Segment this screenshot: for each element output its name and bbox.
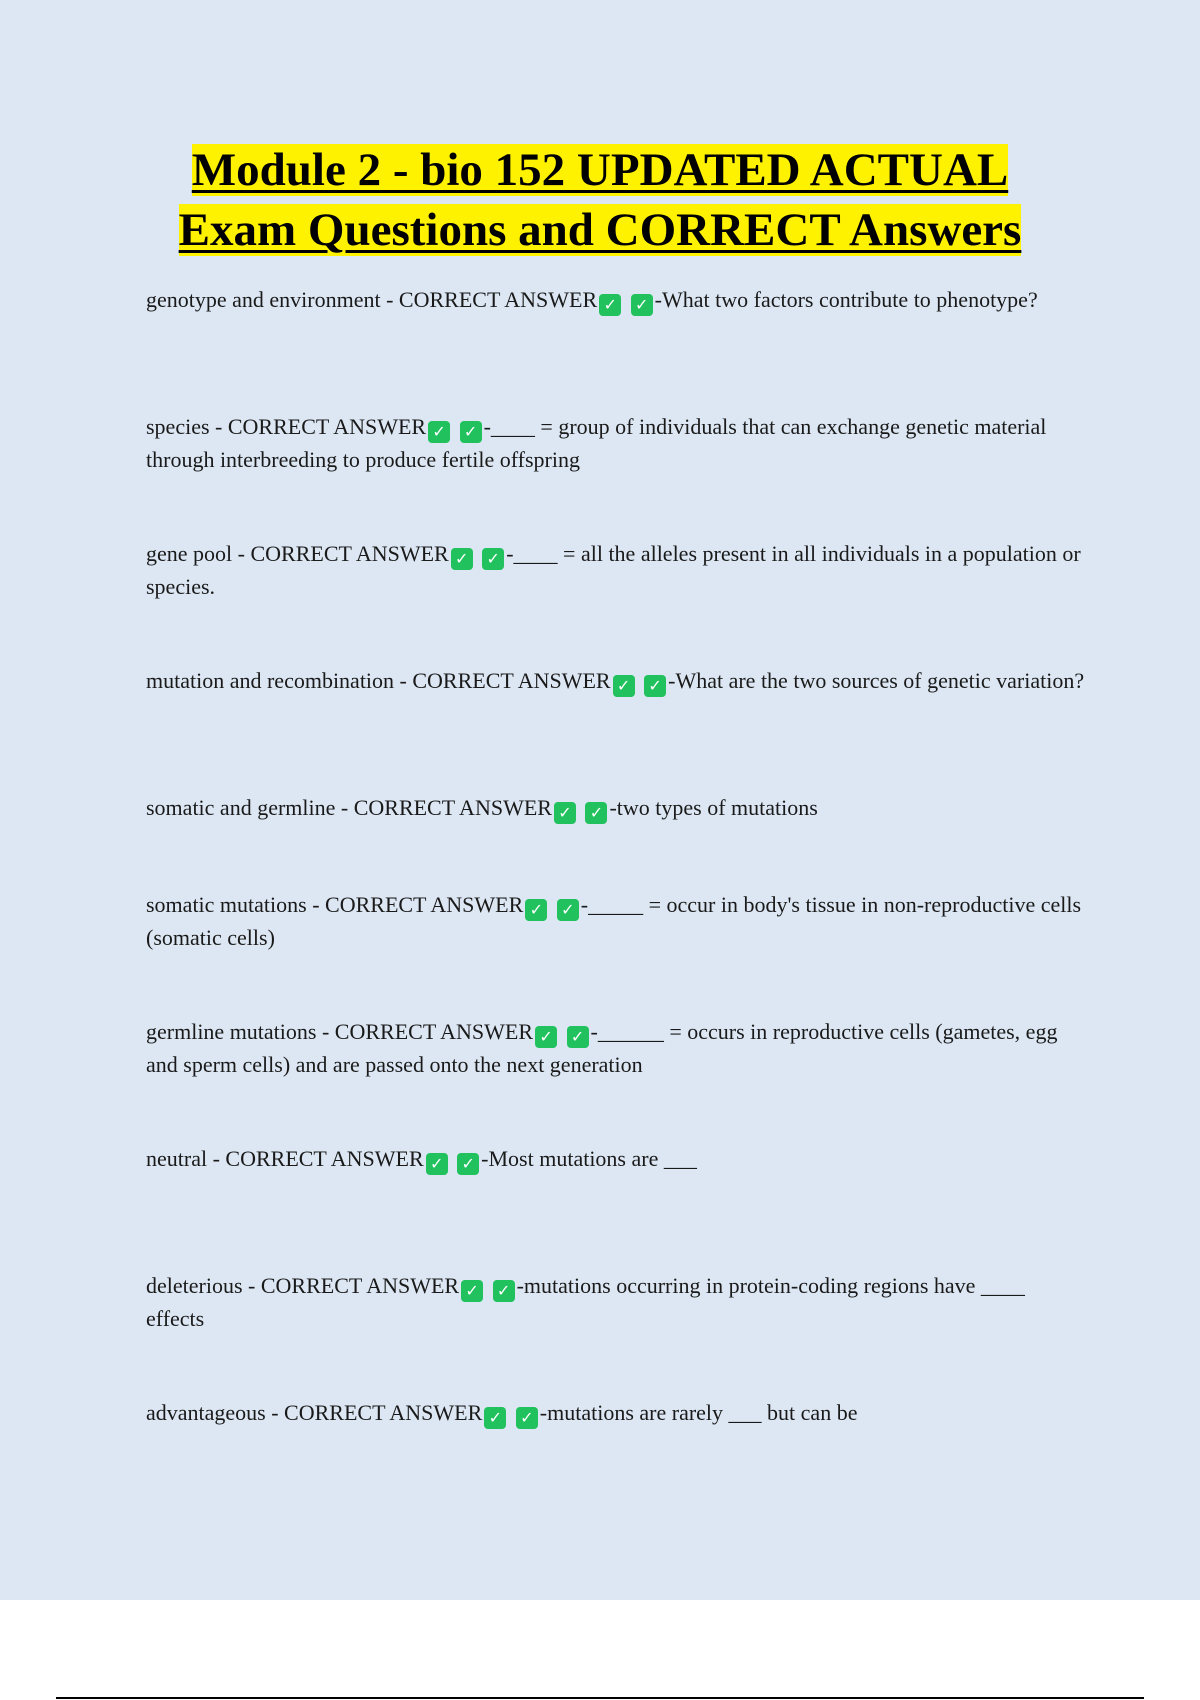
check-icon: ✓ [451, 548, 473, 570]
check-icon: ✓ [631, 294, 653, 316]
answer-text: genotype and environment - CORRECT ANSWER [146, 287, 598, 312]
qa-entry [146, 791, 1086, 888]
qa-entry [146, 1015, 1086, 1142]
check-icon: ✓ [585, 802, 607, 824]
check-icon: ✓ [613, 675, 635, 697]
qa-entry [146, 537, 1086, 664]
question-text: -What two factors contribute to phenotype? [654, 287, 1038, 312]
footer-rule [56, 1697, 1144, 1699]
check-icon: ✓ [599, 294, 621, 316]
question-text: -mutations are rarely ___ but can be [539, 1400, 858, 1425]
qa-entry [146, 1396, 1086, 1523]
check-icon: ✓ [557, 899, 579, 921]
question-text: -mutations occurring in protein-coding regions have ____ effects [146, 1273, 1025, 1331]
answer-text: neutral - CORRECT ANSWER [146, 1146, 424, 1171]
qa-entry [146, 410, 1086, 537]
check-icon: ✓ [644, 675, 666, 697]
answer-text: germline mutations - CORRECT ANSWER [146, 1019, 534, 1044]
answer-text: gene pool - CORRECT ANSWER [146, 541, 449, 566]
question-text: -____ = all the alleles present in all individuals in a population or species. [146, 541, 1081, 599]
title-line-2: Exam Questions and CORRECT Answers [178, 204, 1022, 256]
answer-text: mutation and recombination - CORRECT ANSWER [146, 668, 611, 693]
answer-text: somatic and germline - CORRECT ANSWER [146, 795, 552, 820]
document-title [0, 140, 1200, 260]
check-icon: ✓ [457, 1153, 479, 1175]
check-icon: ✓ [535, 1026, 557, 1048]
check-icon: ✓ [525, 899, 547, 921]
qa-entry [146, 283, 1086, 410]
check-icon: ✓ [554, 802, 576, 824]
check-icon: ✓ [461, 1280, 483, 1302]
qa-list [146, 283, 1086, 1523]
qa-entry [146, 664, 1086, 791]
question-text: -Most mutations are ___ [481, 1146, 697, 1171]
check-icon: ✓ [460, 421, 482, 443]
check-icon: ✓ [482, 548, 504, 570]
answer-text: advantageous - CORRECT ANSWER [146, 1400, 483, 1425]
check-icon: ✓ [493, 1280, 515, 1302]
title-line-1: Module 2 - bio 152 UPDATED ACTUAL [191, 144, 1009, 196]
check-icon: ✓ [426, 1153, 448, 1175]
answer-text: somatic mutations - CORRECT ANSWER [146, 892, 524, 917]
answer-text: species - CORRECT ANSWER [146, 414, 427, 439]
question-text: -What are the two sources of genetic variation? [668, 668, 1085, 693]
check-icon: ✓ [516, 1407, 538, 1429]
check-icon: ✓ [567, 1026, 589, 1048]
check-icon: ✓ [428, 421, 450, 443]
check-icon: ✓ [484, 1407, 506, 1429]
question-text: -two types of mutations [609, 795, 818, 820]
qa-entry [146, 1142, 1086, 1269]
qa-entry [146, 1269, 1086, 1396]
answer-text: deleterious - CORRECT ANSWER [146, 1273, 460, 1298]
question-text: -____ = group of individuals that can exchange genetic material through interbreeding to produce fertile offspring [146, 414, 1047, 472]
question-text: -_____ = occur in body's tissue in non-reproductive cells (somatic cells) [146, 892, 1082, 950]
qa-entry [146, 888, 1086, 1015]
question-text: -______ = occurs in reproductive cells (gametes, egg and sperm cells) and are passed onto the next generation [146, 1019, 1058, 1077]
